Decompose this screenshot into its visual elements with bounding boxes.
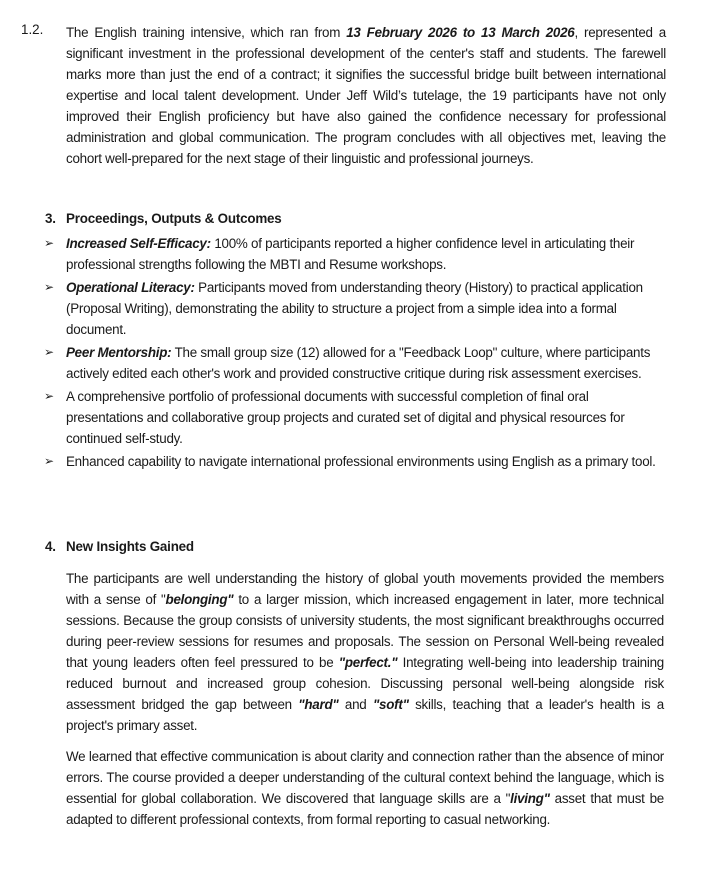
item-label: Peer Mentorship: xyxy=(66,345,172,360)
text: The English training intensive, which ran from xyxy=(66,25,347,40)
arrow-bullet-icon: ➢ xyxy=(44,280,54,294)
item-text: Enhanced capability to navigate international professional environments using English as a primary tool. xyxy=(66,454,656,469)
item-text: A comprehensive portfolio of professional documents with successful completion of final oral presentations and collaborative group projects and curated set of digital and physical resources for continued self-study. xyxy=(66,389,625,446)
section-3-heading xyxy=(45,211,282,226)
emphasis: belonging" xyxy=(165,592,234,607)
insights-paragraph-2 xyxy=(66,746,664,830)
text: skills, teaching that a leader's health is a project's primary asset. xyxy=(66,697,664,733)
section-1-2-paragraph xyxy=(66,22,666,169)
text: We learned that effective communication is about clarity and connection rather than the absence of minor errors. The course provided a deeper understanding of the cultural context behind the language, which is essential for global collaboration. We discovered that language skills are a " xyxy=(66,749,664,806)
item-label: Increased Self-Efficacy: xyxy=(66,236,211,251)
text: Integrating well-being into leadership training reduced burnout and increased group cohesion. Discussing personal well-being alongside risk assessment bridged the gap between xyxy=(66,655,664,712)
arrow-bullet-icon: ➢ xyxy=(44,389,54,403)
item-text: The small group size (12) allowed for a "Feedback Loop" culture, where participants actively edited each other's work and provided constructive critique during risk assessment exercises. xyxy=(66,345,651,381)
list-item xyxy=(44,277,664,340)
text: asset that must be adapted to different professional contexts, from formal reporting to casual networking. xyxy=(66,791,664,827)
text: and xyxy=(338,697,373,712)
list-item xyxy=(44,386,664,449)
list-item xyxy=(44,233,664,275)
text: The participants are well understanding the history of global youth movements provided the members with a sense of " xyxy=(66,571,664,607)
section-4-heading xyxy=(45,539,194,554)
arrow-bullet-icon: ➢ xyxy=(44,236,54,250)
text: , represented a significant investment in the professional development of the center's staff and students. The farewell marks more than just the end of a contract; it signifies the successful bridge built between international expertise and local talent development. Under Jeff Wild’s tutelage, the 19 participants have not only improved their English proficiency but have also gained the confidence necessary for professional administration and global communication. The program concludes with all objectives met, leaving the cohort well-prepared for the next stage of their linguistic and professional journeys. xyxy=(66,25,666,166)
arrow-bullet-icon: ➢ xyxy=(44,454,54,468)
list-item xyxy=(44,451,664,472)
emphasis: "soft" xyxy=(372,697,409,712)
item-label: Operational Literacy: xyxy=(66,280,195,295)
item-text: 100% of participants reported a higher confidence level in articulating their professional strengths following the MBTI and Resume workshops. xyxy=(66,236,635,272)
date-range: 13 February 2026 to 13 March 2026 xyxy=(346,25,575,40)
emphasis: "perfect." xyxy=(338,655,398,670)
section-number: 1.2. xyxy=(21,22,44,37)
section-number: 3. xyxy=(45,211,56,226)
arrow-bullet-icon: ➢ xyxy=(44,345,54,359)
section-title: New Insights Gained xyxy=(66,539,194,554)
emphasis: living" xyxy=(510,791,550,806)
insights-paragraph-1 xyxy=(66,568,664,736)
list-item xyxy=(44,342,664,384)
outcomes-list xyxy=(44,233,664,474)
section-1-2 xyxy=(21,22,666,169)
section-title: Proceedings, Outputs & Outcomes xyxy=(66,211,282,226)
emphasis: "hard" xyxy=(298,697,339,712)
section-number: 4. xyxy=(45,539,56,554)
text: to a larger mission, which increased engagement in later, more technical sessions. Because the group consists of university students, the most significant breakthroughs occurred during peer-review sessions for resumes and proposals. The session on Personal Well-being revealed that young leaders often feel pressured to be xyxy=(66,592,664,670)
item-text: Participants moved from understanding theory (History) to practical application (Proposal Writing), demonstrating the ability to structure a project from a simple idea into a formal document. xyxy=(66,280,643,337)
